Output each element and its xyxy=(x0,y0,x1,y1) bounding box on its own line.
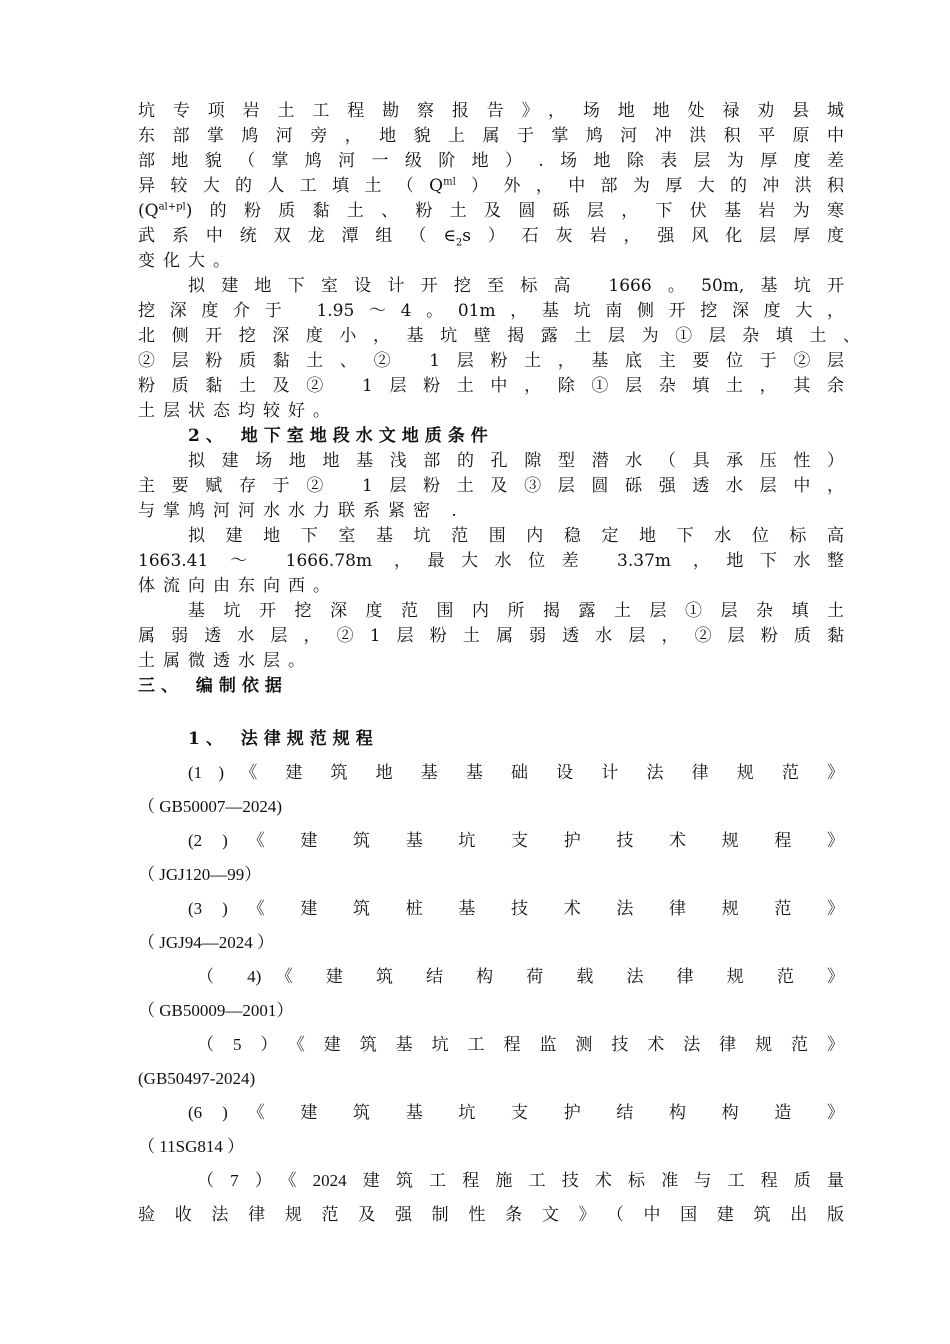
reference-line: （ GB50009—2001） xyxy=(138,1001,294,1020)
section-heading: 2、 地下室地段水文地质条件 xyxy=(188,426,494,446)
reference-line: （5）《建筑基坑工程监测技术法律规范》 xyxy=(197,1035,844,1054)
text-line: 土属微透水层。 xyxy=(138,651,313,671)
text-line: 土层状态均较好。 xyxy=(138,401,338,421)
section-heading: 1、 法律规范规程 xyxy=(188,729,379,749)
reference-line: （ 4)《 建 筑 结 构 荷 载 法 律 规 范 》 xyxy=(197,967,844,986)
reference-line: (6 ) 《 建 筑 基 坑 支 护 结 构 构 造 》 xyxy=(188,1103,844,1122)
text-line: 武系中统双龙潭组$(\in_2s)$石灰岩，强风化层厚度 xyxy=(138,226,844,249)
reference-line: （ GB50007—2024) xyxy=(138,797,283,816)
reference-line: (3 ) 《 建 筑 桩 基 技 术 法 律 规 范 》 xyxy=(188,899,844,918)
text-line: 挖深度介于 1.95～4。01m，基坑南侧开挖深度大， xyxy=(138,301,844,321)
text-line: 变化大。 xyxy=(138,251,238,271)
text-line: 拟建地下室基坑范围内稳定地下水位标高 xyxy=(188,526,844,546)
text-line: 坑专项岩土工程勘察报告》，场地地处禄劝县城 xyxy=(138,101,844,121)
reference-line: 验收法律规范及强制性条文》（中国建筑出版 xyxy=(138,1205,844,1224)
reference-line: (GB50497-2024) xyxy=(138,1069,256,1088)
text-line: 异较大的人工填土$(Q^{ml})$外，中部为厚大的冲洪积 xyxy=(138,176,845,196)
reference-line: （7）《2024建筑工程施工技术标准与工程质量 xyxy=(197,1171,844,1190)
text-line: 北侧开挖深度小，基坑壁揭露土层为①层杂填土、 xyxy=(138,326,860,346)
reference-line: （ 11SG814 ） xyxy=(138,1137,245,1156)
text-line: 体流向由东向西。 xyxy=(138,576,338,596)
text-line: $(Q^{al+pl})$的粉质黏土、粉土及圆砾层，下伏基岩为寒 xyxy=(138,201,844,221)
text-line: 部地貌（掌鸠河一级阶地）.场地除表层为厚度差 xyxy=(138,151,844,171)
text-line: 属弱透水层，②1层粉土属弱透水层，②层粉质黏 xyxy=(138,626,844,646)
section-heading: 三、 编制依据 xyxy=(138,676,288,696)
text-line: 东部掌鸠河旁，地貌上属于掌鸠河冲洪积平原中 xyxy=(138,126,844,146)
reference-line: （ JGJ94—2024 ） xyxy=(138,933,275,952)
reference-line: （ JGJ120—99） xyxy=(138,865,262,884)
text-line: 粉质黏土及② 1层粉土中，除①层杂填土，其余 xyxy=(138,376,844,396)
text-line: 主要赋存于② 1层粉土及③层圆砾强透水层中， xyxy=(138,476,844,496)
reference-line: (2 ) 《 建 筑 基 坑 支 护 技 术 规 程 》 xyxy=(188,831,844,850)
text-line: 1663.41 ～ 1666.78m ，最大水位差 3.37m ，地下水整 xyxy=(138,551,844,571)
reference-line: (1 ) 《 建 筑 地 基 基 础 设 计 法 律 规 范 》 xyxy=(188,763,844,782)
text-line: ②层粉质黏土、② 1层粉土，基底主要位于②层 xyxy=(138,351,844,371)
text-line: 拟建地下室设计开挖至标高 1666。50m,基坑开 xyxy=(188,276,844,296)
text-line: 基坑开挖深度范围内所揭露土层①层杂填土 xyxy=(188,601,844,621)
text-line: 拟建场地地基浅部的孔隙型潜水（具承压性） xyxy=(188,451,844,471)
text-line: 与掌鸠河河水水力联系紧密 . xyxy=(138,501,465,521)
